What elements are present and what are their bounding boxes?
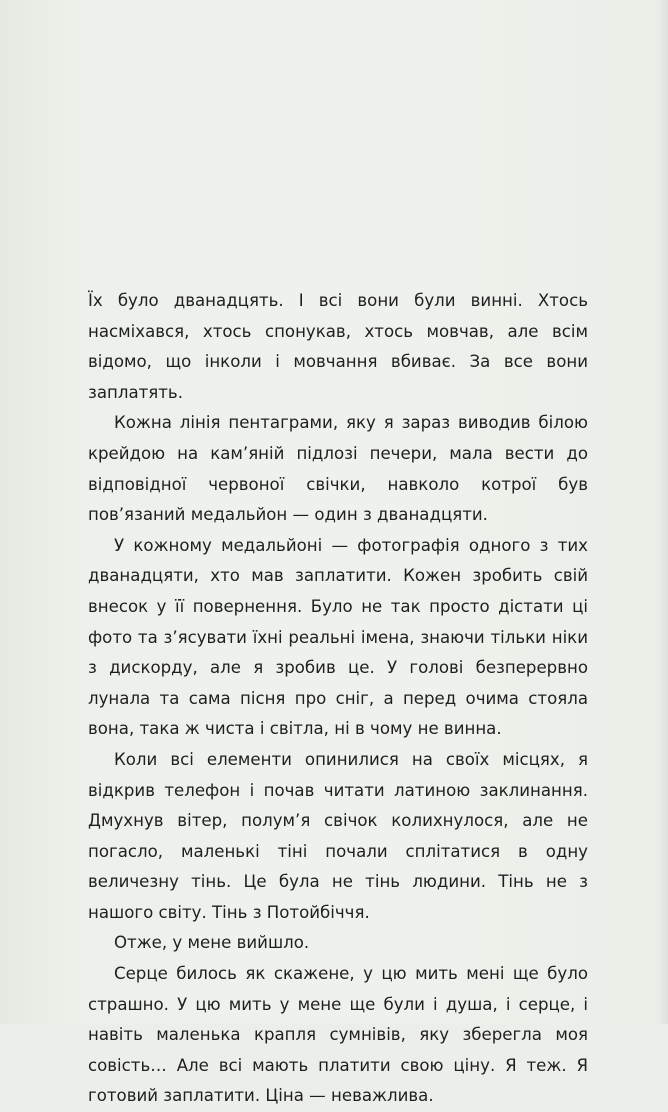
paragraph: Серце билось як скажене, у цю мить мені ще було страшно. У цю мить у мене ще були і душа, і серце, і навіть маленька крапля сумнівів, яку зберегла моя совість… Але всі мають платити свою ціну. Я теж. Я готовий заплатити. Ціна — неважлива. [88,964,588,1106]
page-edge-shadow [658,0,668,1024]
paragraph: Кожна лінія пентаграми, яку я зараз виводив білою крейдою на кам’яній підлозі печери, мала вести до відповідної червоної свічки, навколо котрої був пов’язаний медальйон — один з дванадцяти. [88,413,588,525]
paragraph: Отже, у мене вийшло. [114,933,310,953]
paragraph: Коли всі елементи опинилися на своїх місцях, я відкрив телефон і почав читати латиною заклинання. Дмухнув вітер, полум’я свічок колихнулося, але не погасло, маленькі тіні почали сплітатися в одну величезну тінь. Це була не тінь людини. Тінь не з нашого світу. Тінь з Потойбіччя. [88,749,588,922]
paragraph: Їх було дванадцять. І всі вони були винні. Хтось насміхався, хтось спонукав, хтось мовчав, але всім відомо, що інколи і мовчання вбиває. За все вони заплатять. [88,291,588,402]
paragraph: У кожному медальйоні — фотографія одного з тих дванадцяти, хто мав заплатити. Кожен зробить свій внесок у її повернення. Було не так просто дістати ці фото та з’ясувати їхні реальні імена, знаючи тільки ніки з дискорду, але я зробив це. У голові безперервно лунала та сама пісня про сніг, а перед очима стояла вона, така ж чиста і світла, ні в чому не винна. [88,535,588,739]
body-text [88,286,588,1112]
